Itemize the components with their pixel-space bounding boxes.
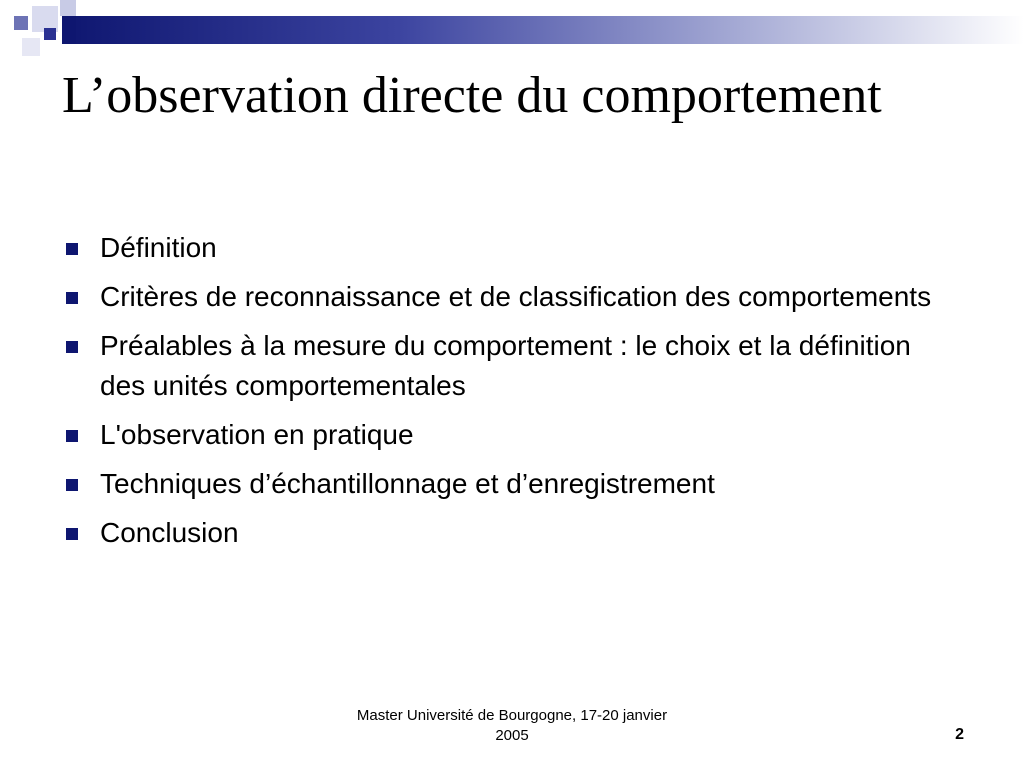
header-gradient-band [62, 16, 1024, 44]
bullet-text: Critères de reconnaissance et de classification des comportements [100, 281, 932, 312]
bullet-text: Techniques d’échantillonnage et d’enregistrement [100, 468, 715, 499]
bullet-text: Définition [100, 232, 217, 263]
slide-title: L’observation directe du comportement [62, 67, 882, 124]
decorative-square [60, 0, 76, 16]
square-bullet-icon [66, 528, 78, 540]
bullet-text: L'observation en pratique [100, 419, 414, 450]
bullet-item [62, 513, 962, 553]
decorative-square [62, 16, 76, 44]
slide-footer: Master Université de Bourgogne, 17-20 janvier 2005 [356, 707, 668, 744]
slide-number: 2 [955, 726, 964, 743]
bullet-text: Conclusion [100, 517, 239, 548]
square-bullet-icon [66, 341, 78, 353]
bullet-list [62, 228, 962, 562]
bullet-text: Préalables à la mesure du comportement : le choix et la définition des unités comportementales [100, 330, 911, 401]
square-bullet-icon [66, 292, 78, 304]
bullet-item [62, 277, 962, 317]
square-bullet-icon [66, 479, 78, 491]
decorative-square [22, 38, 40, 56]
bullet-item [62, 415, 962, 455]
bullet-item [62, 326, 962, 406]
bullet-item [62, 228, 962, 268]
decorative-square [44, 28, 56, 40]
bullet-item [62, 464, 962, 504]
square-bullet-icon [66, 430, 78, 442]
decorative-square [14, 16, 28, 30]
square-bullet-icon [66, 243, 78, 255]
